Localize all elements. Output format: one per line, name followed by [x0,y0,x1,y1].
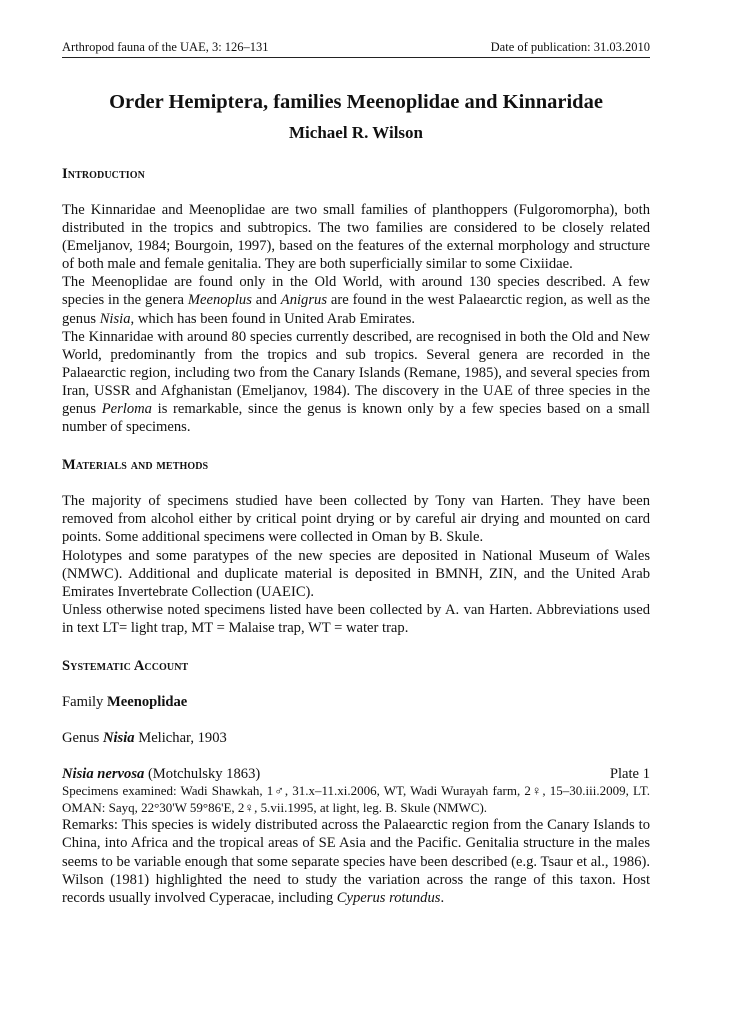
methods-section [62,492,650,637]
publication-date: Date of publication: 31.03.2010 [490,40,650,54]
page [62,40,650,907]
introduction-heading: Introduction [62,166,145,182]
running-header [62,40,650,58]
taxon-cyperus: Cyperus rotundus [336,889,441,906]
genus-author: Melichar, 1903 [134,730,227,747]
text-run: , which has been found in United Arab Emirates. [130,310,416,327]
article-title: Order Hemiptera, families Meenoplidae and Kinnaridae [109,91,603,113]
species-name: Nisia nervosa [62,766,145,783]
species-line [62,765,650,783]
text-run: is remarkable, since the genus is known only by a few species based on a small number of specimens. [62,401,650,436]
article-author: Michael R. Wilson [289,123,423,142]
methods-heading: Materials and methods [62,457,209,474]
genus-nisia: Nisia [99,310,131,327]
remarks-paragraph [62,816,650,906]
text-run: The Meenoplidae are found only in the Old World, with around 130 species described. A few species in the genera [62,274,650,309]
family-name: Meenoplidae [107,693,188,710]
species-author: (Motchulsky 1863) [144,766,261,783]
genus-name: Nisia [102,730,135,747]
text-run: The Kinnaridae with around 80 species currently described, are recognised in both the Old and New World, predominantly from the tropics and sub tropics. Several genera are recorded in the Palaearctic region, including two from the Canary Islands (Remane, 1985), and several species from Iran, USSR and Afghanistan (Emeljanov, 1984). The discovery in the UAE of three species in the genus [62,328,650,418]
genus-anigrus: Anigrus [280,292,327,309]
systematic-heading: Systematic Account [62,657,189,674]
methods-paragraph-1: The majority of specimens studied have been collected by Tony van Harten. They have been removed from alcohol either by critical point drying or by careful air drying and mounted on card points. Some additional specimens were collected in Oman by B. Skule. [62,493,650,546]
intro-paragraph-3 [62,328,650,437]
introduction-section [62,201,650,436]
species-title [62,765,260,783]
methods-paragraph-3: Unless otherwise noted specimens listed have been collected by A. van Harten. Abbreviations used in text LT= light trap, MT = Malaise trap, WT = water trap. [62,601,650,636]
intro-paragraph-1: The Kinnaridae and Meenoplidae are two small families of planthoppers (Fulgoromorpha), both distributed in the tropics and subtropics. The two families are considered to be closely related (Emeljanov, 1984; Bourgoin, 1997), based on the features of the external morphology and structure of both male and female genitalia. They are both superficially similar to some Cixiidae. [62,202,650,273]
intro-paragraph-2 [62,273,650,327]
text-run: Remarks: This species is widely distributed across the Palaearctic region from the Canary Islands to China, into Africa and the tropical areas of SE Asia and the Pacific. Genitalia structure in the males seems to be variable enough that some separate species have been described (e.g. Tsaur et al., 1986). Wilson (1981) highlighted the need to study the variation across the range of this taxon. Host records usually involved Cyperacae, including [62,817,650,906]
specimens-examined: Specimens examined: Wadi Shawkah, 1♂, 31.x–11.xi.2006, WT, Wadi Wurayah farm, 2♀, 15–30.iii.2009, LT. OMAN: Sayq, 22°30'W 59°86'E, 2♀, 5.vii.1995, at light, leg. B. Skule (NMWC). [62,783,650,815]
methods-paragraph-2: Holotypes and some paratypes of the new species are deposited in National Museum of Wales (NMWC). Additional and duplicate material is deposited in BMNH, ZIN, and the United Arab Emirates Invertebrate Collection (UAEIC). [62,547,650,600]
text-run: . [440,889,445,906]
genus-perloma: Perloma [101,401,152,418]
text-run: Family [62,693,107,710]
text-run: are found in the west Palaearctic region, as well as the genus [62,292,650,327]
text-run: and [251,292,281,309]
journal-citation: Arthropod fauna of the UAE, 3: 126–131 [62,40,269,54]
family-line [62,693,650,711]
text-run: Genus [62,730,103,747]
genus-line [62,729,650,747]
genus-meenoplus: Meenoplus [187,292,252,309]
plate-reference: Plate 1 [609,766,650,783]
